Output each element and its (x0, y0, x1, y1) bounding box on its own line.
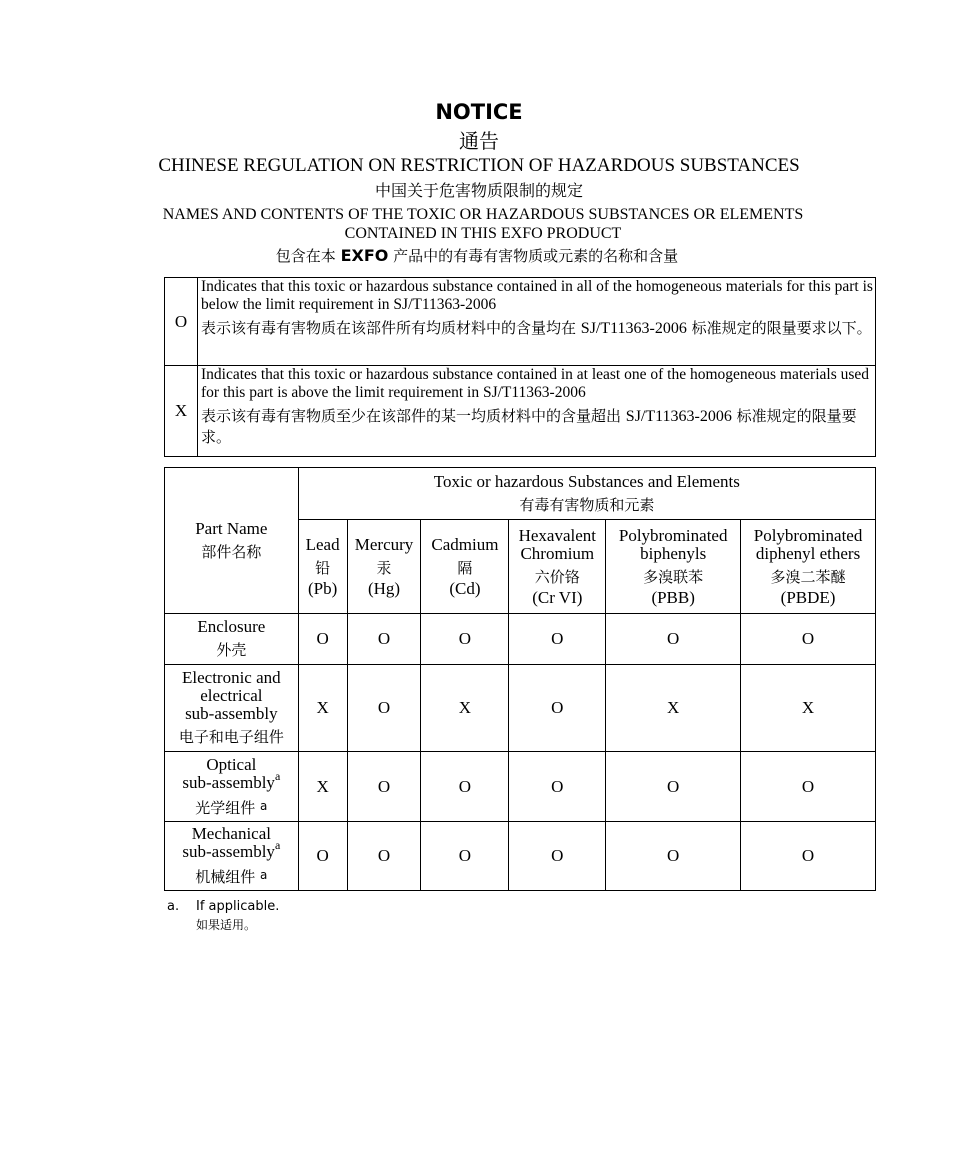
part-name-cell (165, 614, 299, 665)
footnote (167, 898, 279, 934)
names-zh-prefix: 包含在本 (275, 247, 336, 265)
part-name-label: Part Name (195, 518, 268, 538)
column-symbol: (PBB) (651, 587, 695, 607)
legend-row-o (165, 278, 876, 366)
table-row (165, 614, 876, 665)
substance-value-cell: O (421, 822, 509, 891)
names-title-line1: NAMES AND CONTENTS OF THE TOXIC OR HAZARDOUS SUBSTANCES OR ELEMENTS (162, 206, 804, 223)
footnote-ref-zh: a (260, 868, 268, 882)
column-symbol: (Hg) (367, 578, 401, 598)
substance-value-cell: X (298, 665, 347, 752)
regulation-title: CHINESE REGULATION ON RESTRICTION OF HAZARDOUS SUBSTANCES (158, 155, 800, 176)
legend-zh-suffix: 标准规定的限量要求。 (201, 407, 857, 446)
legend-zh-suffix: 标准规定的限量要求以下。 (691, 319, 872, 337)
substance-value-cell: O (298, 614, 347, 665)
substance-value-cell: O (347, 752, 421, 822)
legend-row-x (165, 366, 876, 457)
legend-text-en: Indicates that this toxic or hazardous substance contained in all of the homogeneous materials for this part is below the limit requirement in SJ/T11363-2006 (201, 278, 873, 313)
footnote-ref-zh: a (260, 798, 268, 813)
substance-value-cell: X (741, 665, 876, 752)
column-header (606, 520, 741, 614)
column-header (741, 520, 876, 614)
table-body (165, 614, 876, 891)
legend-symbol-x: X (165, 366, 198, 457)
column-name-line2: biphenyls (640, 543, 707, 563)
table-row (165, 752, 876, 822)
footnote-text-zh: 如果适用。 (196, 918, 257, 932)
column-header (421, 520, 509, 614)
column-name: Mercury (354, 534, 414, 554)
footnote-ref: a (274, 838, 281, 853)
column-header (509, 520, 606, 614)
substance-value-cell: O (606, 822, 741, 891)
part-name-line2: sub-assembly$^a$ (182, 838, 281, 861)
substance-value-cell: O (347, 665, 421, 752)
legend-description-x (198, 366, 876, 457)
column-name-zh: 隔 (457, 558, 473, 577)
substance-value-cell: O (606, 614, 741, 665)
substance-value-cell: X (421, 665, 509, 752)
column-name-line2: Chromium (520, 543, 595, 563)
part-name-zh: 电子和电子组件 (178, 728, 284, 746)
column-header (347, 520, 421, 614)
part-name-line1: Mechanical (191, 824, 271, 843)
legend-zh-standard: SJ/T11363-2006 (625, 408, 732, 425)
substance-value-cell: O (509, 752, 606, 822)
substances-group-header (298, 468, 875, 520)
column-name: Polybrominated (753, 525, 863, 545)
part-name-line3: sub-assembly (185, 704, 278, 723)
substances-table (164, 467, 876, 891)
brand-name: EXFO (340, 246, 389, 265)
substance-value-cell: O (298, 822, 347, 891)
column-name: Lead (305, 534, 340, 554)
part-name-label-zh: 部件名称 (201, 542, 262, 561)
legend-text-zh (201, 318, 873, 339)
substance-value-cell: O (509, 822, 606, 891)
part-name-zh: 外壳 (216, 641, 247, 659)
part-name-line1: Electronic and (182, 668, 281, 687)
substance-value-cell: O (741, 614, 876, 665)
names-title-zh (0, 245, 954, 266)
column-symbol: (Pb) (307, 578, 338, 598)
column-name-zh: 多溴二苯醚 (770, 567, 846, 586)
column-name-zh: 铅 (315, 558, 331, 577)
group-header-label: Toxic or hazardous Substances and Elements (433, 471, 740, 491)
column-name-zh: 六价铬 (534, 567, 580, 586)
header-row-group (165, 468, 876, 520)
table-row (165, 822, 876, 891)
column-symbol: (Cr VI) (532, 587, 583, 607)
regulation-title-zh: 中国关于危害物质限制的规定 (374, 181, 583, 200)
substance-value-cell: O (347, 822, 421, 891)
table-row (165, 665, 876, 752)
column-symbol: (Cd) (449, 578, 481, 598)
substance-value-cell: X (606, 665, 741, 752)
footnote-text: If applicable. (196, 899, 280, 914)
substance-value-cell: O (421, 752, 509, 822)
substance-value-cell: O (741, 752, 876, 822)
part-name-cell (165, 665, 299, 752)
legend-zh-prefix: 表示该有毒有害物质在该部件所有均质材料中的含量均在 (201, 319, 577, 337)
part-name-zh: 机械组件 $^a$ (195, 868, 268, 886)
notice-title-zh: 通告 (459, 129, 499, 153)
column-name-zh: 汞 (376, 558, 392, 577)
part-name-line1: Optical (206, 754, 257, 774)
substance-value-cell: O (509, 665, 606, 752)
legend-text-zh (201, 406, 873, 448)
names-title-line2: CONTAINED IN THIS EXFO PRODUCT (344, 225, 622, 242)
part-name-cell (165, 752, 299, 822)
column-name: Cadmium (431, 534, 499, 554)
substance-value-cell: O (741, 822, 876, 891)
substance-value-cell: X (298, 752, 347, 822)
legend-table (164, 277, 876, 457)
column-symbol: (PBDE) (780, 587, 836, 607)
column-name-line2: diphenyl ethers (755, 543, 861, 563)
column-name: Hexavalent (518, 525, 596, 545)
column-name: Polybrominated (618, 525, 728, 545)
legend-zh-standard: SJ/T11363-2006 (580, 320, 687, 337)
part-name-header (165, 468, 299, 614)
group-header-label-zh: 有毒有害物质和元素 (519, 495, 655, 514)
column-header (298, 520, 347, 614)
footnote-ref: a (274, 768, 281, 783)
legend-description-o (198, 278, 876, 366)
notice-title: NOTICE (435, 100, 523, 124)
legend-text-en: Indicates that this toxic or hazardous substance contained in at least one of the homogeneous materials used for this part is above the limit requirement in SJ/T11363-2006 (201, 366, 870, 401)
substance-value-cell: O (421, 614, 509, 665)
legend-symbol-o: O (165, 278, 198, 366)
part-name-line1: Enclosure (197, 617, 266, 636)
part-name-line2: electrical (200, 686, 263, 705)
substance-value-cell: O (606, 752, 741, 822)
part-name-cell (165, 822, 299, 891)
substance-value-cell: O (347, 614, 421, 665)
footnote-mark: a. (167, 899, 180, 914)
part-name-line2: sub-assembly$^a$ (182, 768, 281, 792)
column-name-zh: 多溴联苯 (643, 567, 704, 586)
legend-zh-prefix: 表示该有毒有害物质至少在该部件的某一均质材料中的含量超出 (201, 407, 622, 425)
part-name-zh: 光学组件 $^a$ (195, 798, 268, 817)
substance-value-cell: O (509, 614, 606, 665)
names-zh-suffix: 产品中的有毒有害物质或元素的名称和含量 (393, 247, 679, 265)
